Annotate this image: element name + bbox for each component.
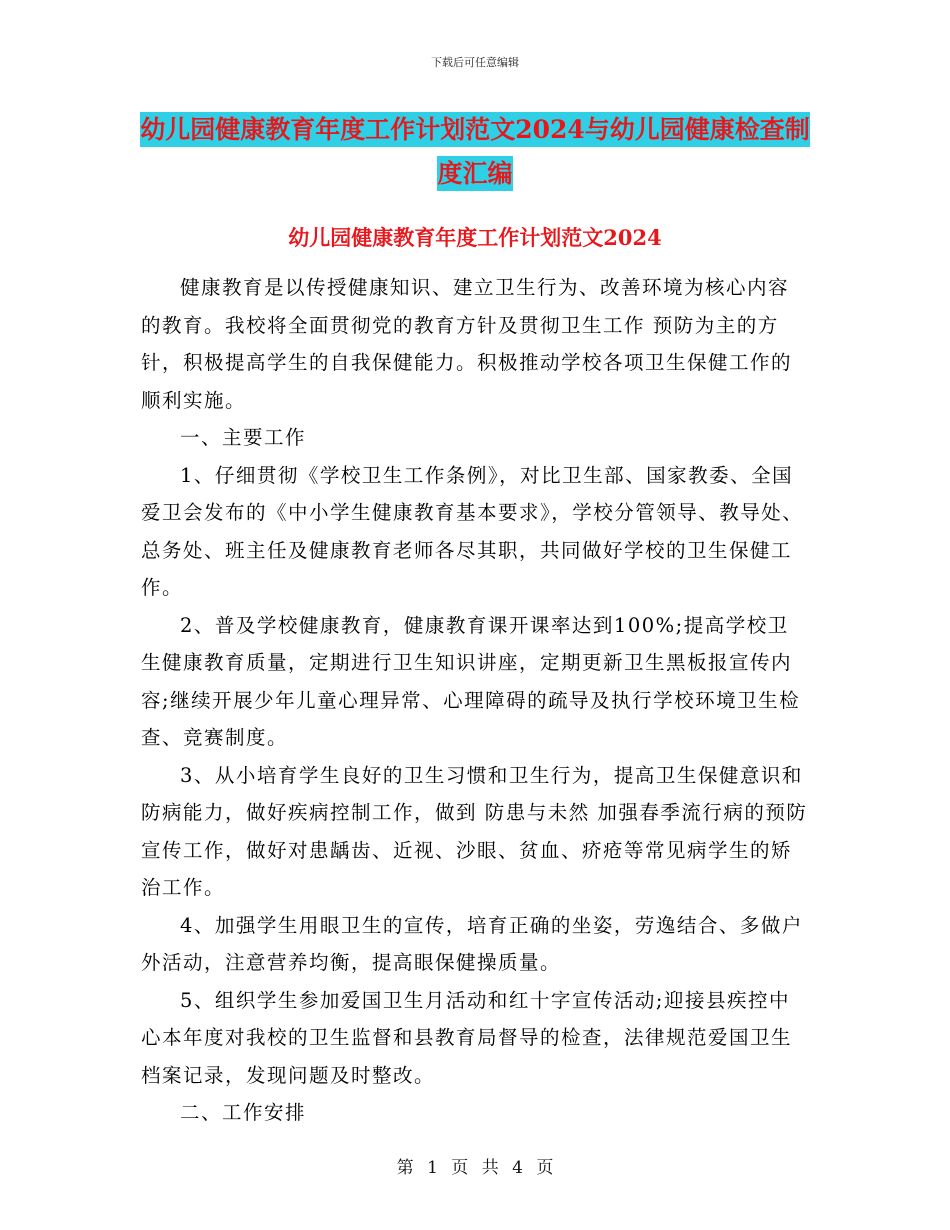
- page-header-note: 下载后可任意编辑: [431, 56, 519, 69]
- document-body: [141, 269, 809, 1132]
- heading-work-arrangement: 二、工作安排: [180, 1101, 307, 1124]
- document-title-text: 幼儿园健康教育年度工作计划范文2024与幼儿园健康检查制度汇编: [140, 112, 810, 191]
- document-title: [130, 108, 820, 196]
- heading-main-work: 一、主要工作: [180, 426, 307, 449]
- paragraph-item-2: 2、普及学校健康教育，健康教育课开课率达到100%;提高学校卫生健康教育质量，定期进行卫生知识讲座，定期更新卫生黑板报宣传内容;继续开展少年儿童心理异常、心理障碍的疏导及执行学校环境卫生检查、竞赛制度。: [141, 613, 801, 749]
- paragraph-item-1: 1、仔细贯彻《学校卫生工作条例》，对比卫生部、国家教委、全国爱卫会发布的《中小学生健康教育基本要求》，学校分管领导、教导处、总务处、班主任及健康教育老师各尽其职，共同做好学校的卫生保健工作。: [141, 463, 804, 599]
- paragraph-item-4: 4、加强学生用眼卫生的宣传，培育正确的坐姿，劳逸结合、多做户外活动，注意营养均衡，提高眼保健操质量。: [141, 913, 803, 974]
- paragraph-item-5: 5、组织学生参加爱国卫生月活动和红十字宣传活动;迎接县疾控中心本年度对我校的卫生监督和县教育局督导的检查，法律规范爱国卫生档案记录，发现问题及时整改。: [141, 988, 793, 1087]
- section-title: 幼儿园健康教育年度工作计划范文2024: [288, 225, 662, 250]
- paragraph-intro: 健康教育是以传授健康知识、建立卫生行为、改善环境为核心内容的教育。我校将全面贯彻党的教育方针及贯彻卫生工作 预防为主的方针，积极提高学生的自我保健能力。积极推动学校各项卫生保健工作的顺利实施。: [141, 276, 793, 412]
- paragraph-item-3: 3、从小培育学生良好的卫生习惯和卫生行为，提高卫生保健意识和防病能力，做好疾病控制工作，做到 防患与未然 加强春季流行病的预防宣传工作，做好对患龋齿、近视、沙眼、贫血、疥疮等常见病学生的矫治工作。: [141, 763, 808, 899]
- page-number: 第 1 页 共 4 页: [396, 1158, 554, 1178]
